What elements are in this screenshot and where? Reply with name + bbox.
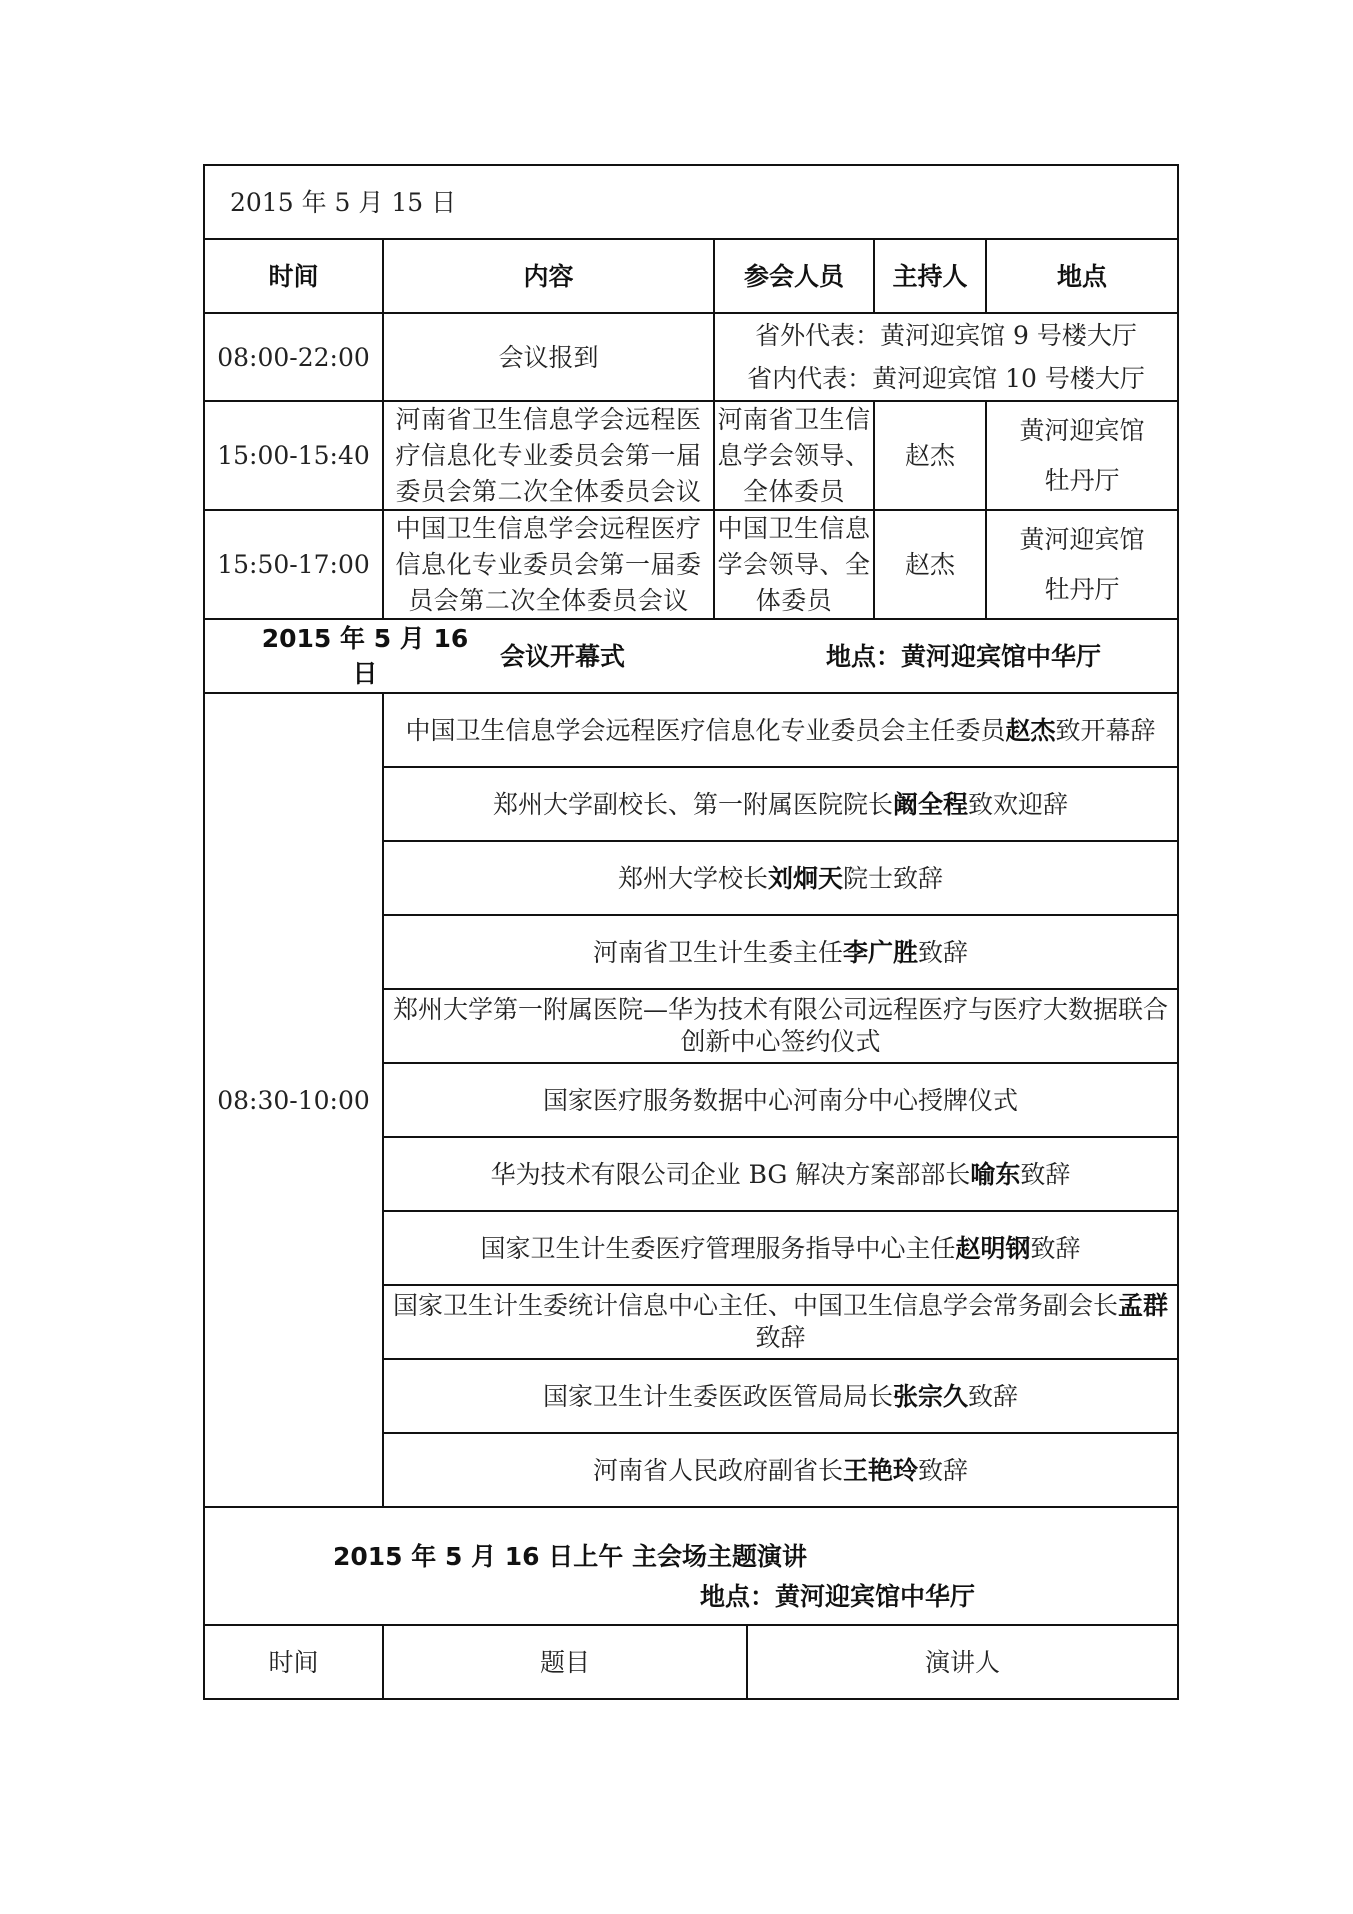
session-content: 河南省卫生信息学会远程医疗信息化专业委员会第一届委员会第二次全体委员会议	[395, 404, 702, 506]
item-text: 国家卫生计生委统计信息中心主任、中国卫生信息学会常务副会长	[392, 1291, 1118, 1320]
session-location	[987, 402, 1177, 509]
speaker-name: 赵明钢	[955, 1233, 1031, 1263]
keynote-header-speaker: 演讲人	[924, 1647, 1000, 1677]
header-time: 时间	[268, 261, 319, 291]
speaker-name: 赵杰	[1005, 715, 1056, 745]
speaker-name: 喻东	[970, 1159, 1021, 1189]
session-location-line2: 牡丹厅	[1044, 465, 1120, 495]
item-text: 郑州大学第一附属医院—华为技术有限公司远程医疗与医疗大数据联合创新中心签约仪式	[392, 995, 1168, 1056]
opening-item	[384, 694, 1177, 766]
item-text: 河南省卫生计生委主任	[592, 937, 843, 967]
item-text: 致辞	[918, 937, 969, 967]
item-text: 郑州大学副校长、第一附属医院院长	[492, 789, 893, 819]
item-text: 院士致辞	[843, 863, 944, 893]
item-text: 国家卫生计生委医疗管理服务指导中心主任	[480, 1233, 956, 1263]
opening-item	[384, 842, 1177, 914]
item-text: 致辞	[1020, 1159, 1071, 1189]
keynote-header-time: 时间	[268, 1647, 319, 1677]
item-text: 致欢迎辞	[968, 789, 1069, 819]
session-location-line2: 牡丹厅	[1044, 574, 1120, 604]
speaker-name: 王艳玲	[842, 1455, 918, 1485]
speaker-name: 孟群	[1118, 1291, 1169, 1320]
session-location	[987, 511, 1177, 618]
opening-item	[384, 1360, 1177, 1432]
speaker-name: 阚全程	[892, 789, 968, 819]
session-time: 15:50-17:00	[217, 550, 370, 579]
registration-location-inside: 省内代表：黄河迎宾馆 10 号楼大厅	[747, 364, 1145, 393]
item-text: 致开幕辞	[1055, 715, 1156, 745]
item-text: 国家医疗服务数据中心河南分中心授牌仪式	[542, 1085, 1018, 1115]
opening-date: 2015 年 5 月 16 日	[261, 624, 469, 688]
opening-item	[384, 1138, 1177, 1210]
registration-location-outside: 省外代表：黄河迎宾馆 9 号楼大厅	[755, 321, 1137, 350]
opening-item	[384, 1212, 1177, 1284]
item-text: 致辞	[1030, 1233, 1081, 1263]
speaker-name: 李广胜	[842, 937, 918, 967]
item-text: 河南省人民政府副省长	[592, 1455, 843, 1485]
header-attendees: 参会人员	[743, 261, 844, 291]
border-line	[203, 1698, 1179, 1700]
header-host: 主持人	[892, 261, 968, 291]
session-time: 15:00-15:40	[217, 441, 370, 470]
keynote-header-topic: 题目	[539, 1647, 590, 1677]
keynote-title: 2015 年 5 月 16 日上午 主会场主题演讲	[333, 1541, 807, 1571]
day1-date: 2015 年 5 月 15 日	[230, 187, 457, 217]
item-text: 中国卫生信息学会远程医疗信息化专业委员会主任委员	[405, 715, 1006, 745]
session-attendees: 中国卫生信息学会领导、全体委员	[717, 513, 871, 615]
opening-location: 地点：黄河迎宾馆中华厅	[826, 641, 1102, 671]
opening-item	[384, 1064, 1177, 1136]
speaker-name: 刘炯天	[767, 863, 843, 893]
item-text: 致辞	[968, 1381, 1019, 1411]
opening-item	[384, 768, 1177, 840]
session-host: 赵杰	[904, 441, 955, 470]
opening-item	[384, 1286, 1177, 1358]
header-location: 地点	[1056, 261, 1107, 291]
session-location-line1: 黄河迎宾馆	[1019, 524, 1145, 554]
keynote-location: 地点：黄河迎宾馆中华厅	[700, 1581, 976, 1611]
opening-title: 会议开幕式	[500, 641, 626, 671]
registration-time: 08:00-22:00	[217, 342, 370, 372]
opening-time: 08:30-10:00	[217, 1085, 370, 1115]
border-line	[203, 1506, 1179, 1508]
item-text: 国家卫生计生委医政医管局局长	[542, 1381, 893, 1411]
item-text: 致辞	[755, 1323, 806, 1352]
session-content: 中国卫生信息学会远程医疗信息化专业委员会第一届委员会第二次全体委员会议	[395, 513, 702, 615]
session-location-line1: 黄河迎宾馆	[1019, 415, 1145, 445]
item-text: 郑州大学校长	[617, 863, 768, 893]
opening-item	[384, 916, 1177, 988]
opening-item	[384, 1434, 1177, 1506]
item-text: 华为技术有限公司企业 BG 解决方案部部长	[490, 1159, 971, 1189]
session-attendees: 河南省卫生信息学会领导、全体委员	[717, 404, 871, 506]
registration-content: 会议报到	[498, 342, 599, 372]
header-content: 内容	[523, 261, 574, 291]
item-text: 致辞	[918, 1455, 969, 1485]
session-host: 赵杰	[904, 550, 955, 579]
speaker-name: 张宗久	[892, 1381, 968, 1411]
opening-item	[384, 990, 1177, 1062]
border-line	[1177, 164, 1179, 1700]
